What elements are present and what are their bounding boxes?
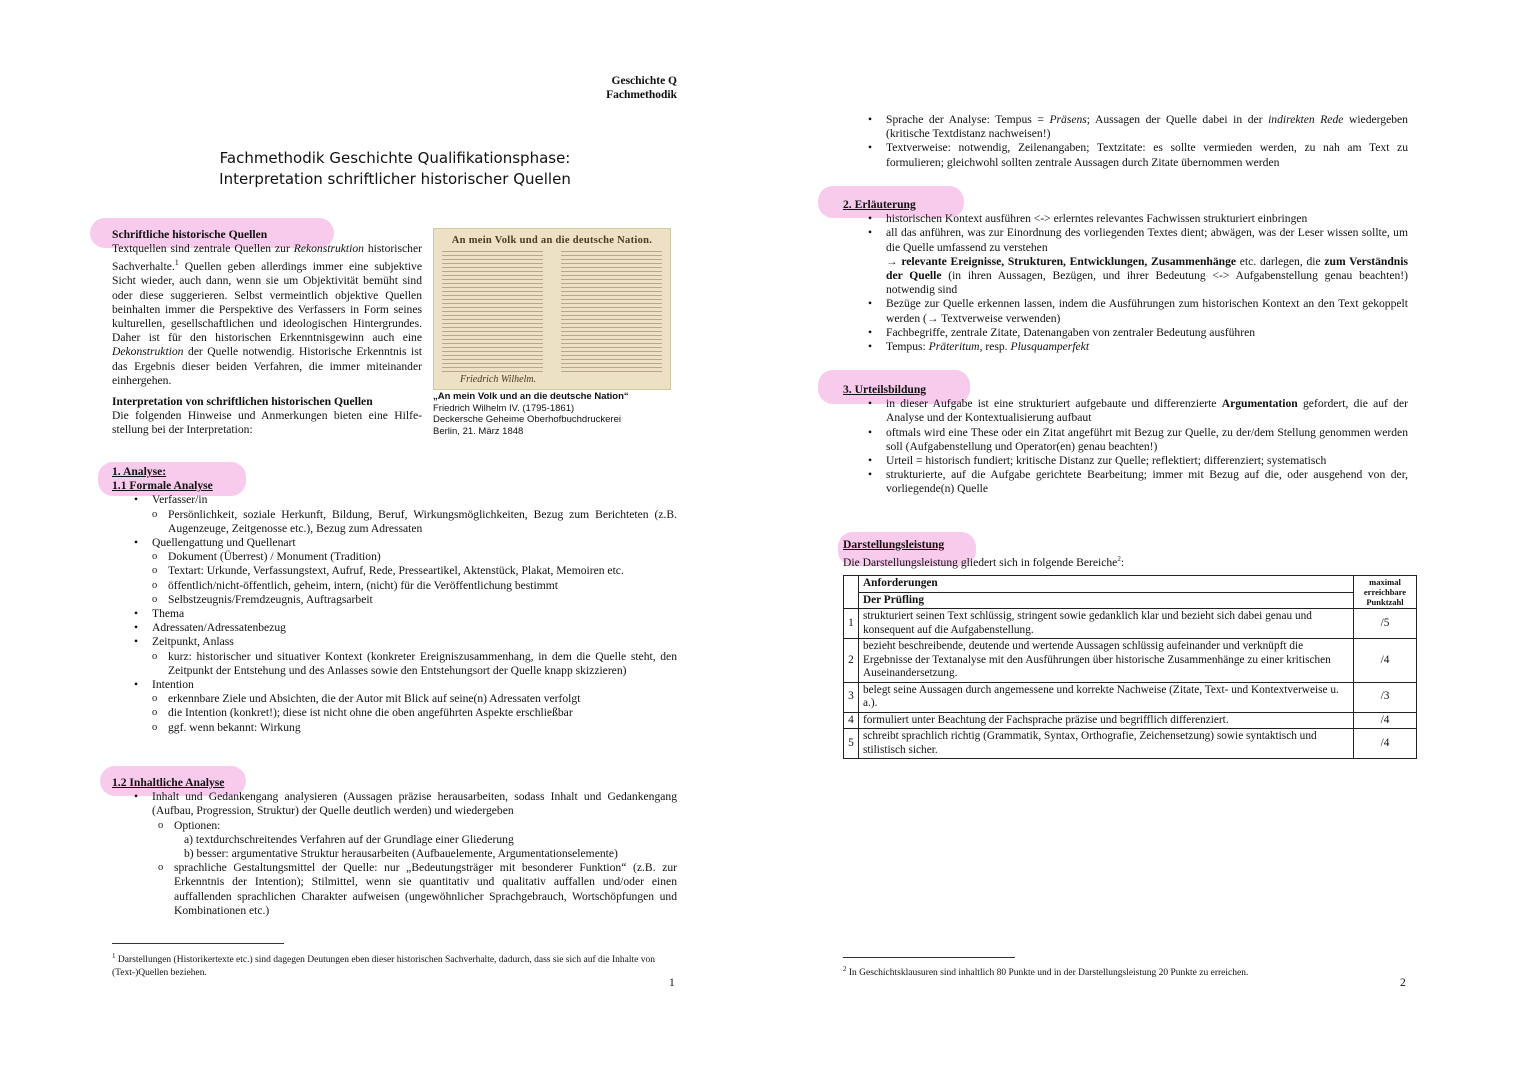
row-points: /4 (1354, 712, 1417, 729)
section-presentation (843, 538, 1408, 570)
list-item: o Selbstzeugnis/Fremdzeugnis, Auftragsarbeit (152, 593, 677, 607)
list-item: o öffentlich/nicht-öffentlich, geheim, intern, (nicht) für die Veröffentlichung bestimmt (152, 579, 677, 593)
table-subheader-row (844, 592, 1417, 609)
title-line-2: Interpretation schriftlicher historischer Quellen (219, 170, 571, 188)
footnote-1: $^1$ Darstellungen (Historikertexte etc.) sind dagegen Deutungen eben dieser historischen Sachverhalte, dadurch, dass sie sich auf die Inhalte von (Text-)Quellen beziehen. (112, 952, 655, 978)
row-number: 2 (844, 639, 859, 683)
table-header-requirements: Anforderungen (859, 576, 1354, 593)
section-heading: 3. Urteilsbildung (843, 383, 927, 396)
judgement-list (866, 397, 1408, 496)
list-item: • in dieser Aufgabe ist eine strukturiert aufgebaute und differenzierte Argumentation gefordert, die auf der Analyse und der Kontextualisierung aufbaut (866, 397, 1408, 425)
footnote-2: $^2$ In Geschichtsklausuren sind inhaltlich 80 Punkte und in der Darstellungsleistung 20 Punkte zu erreichen. (843, 965, 1249, 979)
section-paragraph: Die Darstellungsleistung gliedert sich in folgende Bereiche$^2$: (843, 555, 1125, 570)
footnote-rule (843, 957, 1015, 958)
row-points: /5 (1354, 609, 1417, 639)
page-number: 1 (669, 977, 675, 989)
caption-line: Berlin, 21. März 1848 (433, 425, 524, 437)
subsection-heading: 1.2 Inhaltliche Analyse (112, 776, 225, 789)
list-item: • strukturierte, auf die Aufgabe gerichtete Bearbeitung; immer mit Bezug auf die, oder ausgehend von der, vorliegende(n) Quelle (866, 468, 1408, 496)
analysis-continued-list (866, 113, 1408, 170)
list-item: o die Intention (konkret!); diese ist nicht ohne die oben angeführten Aspekte erschließbar (152, 706, 677, 720)
list-item: • all das anführen, was zur Einordnung des vorliegenden Textes dient; abwägen, was der Leser wissen sollte, um die Quelle umfassend zu verstehen → relevante Ereignisse, Strukturen, Entwicklungen, Zusammenhänge etc. darlegen, die zum Verständnis der Quelle (in ihren Aussagen, Bezügen, und ihrer Bedeutung <-> Aufgabenstellung genau beachten!) notwendig sind (866, 226, 1408, 297)
list-item: • Thema (132, 607, 677, 621)
caption-line: Deckersche Geheime Oberhofbuchdruckerei (433, 414, 621, 425)
section-paragraph: Die folgenden Hinweise und Anmerkungen bieten eine Hilfestellung bei der Interpretation: (112, 409, 422, 437)
list-item: • Sprache der Analyse: Tempus = Präsens; Aussagen der Quelle dabei in der indirekten Rede wiedergeben (kritische Textdistanz nachweisen!) (866, 113, 1408, 141)
row-requirement: bezieht beschreibende, deutende und wertende Aussagen schlüssig aufeinander und verknüpft die Ergebnisse der Textanalyse mit den Ausführungen über historische Zusammenhänge zu einer kritischen Auseinandersetzung. (859, 639, 1354, 683)
row-points: /4 (1354, 729, 1417, 759)
list-item: • Adressaten/Adressatenbezug (132, 621, 677, 635)
list-item: o erkennbare Ziele und Absichten, die der Autor mit Blick auf seine(n) Adressaten verfolgt (152, 692, 677, 706)
table-row (844, 729, 1417, 759)
section-heading: 1. Analyse: (112, 465, 167, 478)
subsection-heading: 1.1 Formale Analyse (112, 479, 213, 493)
analysis-continued (866, 113, 1408, 170)
section-heading: 2. Erläuterung (843, 198, 916, 211)
list-item: • Inhalt und Gedankengang analysieren (Aussagen präzise herausarbeiten, sodass Inhalt und Gedankengang (Aufbau, Progression, Struktur) der Quelle deutlich werden) und wiedergeben (132, 790, 677, 818)
list-item: o kurz: historischer und situativer Kontext (konkreter Ereigniszusammenhang, in dem die Quelle steht, den Zeitpunkt der Entstehung und des Anlasses sowie den Entstehungsort der Quelle knapp skizzieren) (152, 650, 677, 678)
row-number: 5 (844, 729, 859, 759)
table-row (844, 639, 1417, 683)
poster-headline: An mein Volk und an die deutsche Nation. (451, 235, 653, 246)
table-subheader: Der Prüfling (859, 592, 1354, 609)
list-item: • Zeitpunkt, Anlass o kurz: historischer und situativer Kontext (konkreter Ereigniszusammenhang, in dem die Quelle steht, den Zeitpunkt der Entstehung und des Anlasses sowie den Entstehungsort der Quelle knapp skizzieren) (132, 635, 677, 678)
section-heading: Schriftliche historische Quellen (112, 228, 268, 241)
table-header-row (844, 576, 1417, 593)
section-explanation (843, 198, 1408, 354)
option-b: b) besser: argumentative Struktur herausarbeiten (Aufbauelemente, Argumentationselemente) (184, 847, 618, 861)
poster-signature: Friedrich Wilhelm. (460, 374, 537, 385)
row-requirement: belegt seine Aussagen durch angemessene und korrekte Nachweise (Zitate, Text- und Kontextverweise u. a.). (859, 682, 1354, 712)
title-line-1: Fachmethodik Geschichte Qualifikationsphase: (219, 149, 571, 167)
section-paragraph: Textquellen sind zentrale Quellen zur Rekonstruktion historischer Sachverhalte.$^1$ Quellen geben allerdings immer eine subjektive Sicht wieder, auch dann, wenn sie um Objektivität bemüht sind oder diese suggerieren. Selbst vermeintlich objektive Quellen beinhalten immer die Perspektive des Verfassers in Form seines kulturellen, gesellschaftlichen und ideologischen Hintergrundes. Daher ist für den historischen Erkenntnisgewinn auch eine Dekonstruktion der Quelle notwendig. Historische Erkenntnis ist das Ergebnis dieser beiden Verfahren, die immer miteinander einhergehen. (112, 242, 422, 387)
header-topic: Fachmethodik (606, 89, 677, 101)
row-points: /4 (1354, 639, 1417, 683)
row-requirement: strukturiert seinen Text schlüssig, stringent sowie gedanklich klar und bezieht sich dabei genau und konsequent auf die Aufgabenstellung. (859, 609, 1354, 639)
list-item: o Optionen: a) textdurchschreitendes Verfahren auf der Grundlage einer Gliederung b) besser: argumentative Struktur herausarbeiten (Aufbauelemente, Argumentationselemente) (158, 819, 677, 862)
caption-title: „An mein Volk und an die deutsche Nation“ (433, 391, 629, 402)
explanation-list (866, 212, 1408, 354)
row-requirement: schreibt sprachlich richtig (Grammatik, Syntax, Orthografie, Zeichensetzung) sowie syntaktisch und stilistisch sicher. (859, 729, 1354, 759)
list-item: o Persönlichkeit, soziale Herkunft, Bildung, Beruf, Wirkungsmöglichkeiten, Bezug zum Berichteten (z.B. Augenzeuge, Zeitgenosse etc.), Bezug zum Adressaten (152, 508, 677, 536)
list-item: • Quellengattung und Quellenart o Dokument (Überrest) / Monument (Tradition) o Textart: Urkunde, Verfassungstext, Aufruf, Rede, Presseartikel, Aktenstück, Plakat, Memoiren etc. o öffentlich/nicht-öffentlich, geheim, intern, (nicht) für die Veröffentlichung bestimmt o Selbstzeugnis/Fremdzeugnis, Auftragsarbeit (132, 536, 677, 607)
section-heading: Interpretation von schriftlichen historischen Quellen (112, 395, 373, 408)
list-item: • historischen Kontext ausführen <-> erlerntes relevantes Fachwissen strukturiert einbringen (866, 212, 1408, 226)
list-item: o Dokument (Überrest) / Monument (Tradition) (152, 550, 677, 564)
list-item: o Textart: Urkunde, Verfassungstext, Aufruf, Rede, Presseartikel, Aktenstück, Plakat, Memoiren etc. (152, 564, 677, 578)
row-number: 3 (844, 682, 859, 712)
list-item: • Bezüge zur Quelle erkennen lassen, indem die Ausführungen zum historischen Kontext an den Text gekoppelt werden (→ Textverweise verwenden) (866, 297, 1408, 325)
caption-line: Friedrich Wilhelm IV. (1795-1861) (433, 402, 575, 414)
section-heading: Darstellungsleistung (843, 538, 945, 551)
list-item: • Fachbegriffe, zentrale Zitate, Datenangaben von zentraler Bedeutung ausführen (866, 326, 1408, 340)
header-subject: Geschichte Q (611, 75, 677, 87)
list-item: • Textverweise: notwendig, Zeilenangaben; Textzitate: es sollte vermieden werden, zu nah am Text zu formulieren; gleichwohl sollten zentrale Aussagen durch Zitate übernommen werden (866, 141, 1408, 169)
table-row (844, 609, 1417, 639)
table-cell (844, 576, 859, 609)
row-number: 4 (844, 712, 859, 729)
list-item: • oftmals wird eine These oder ein Zitat angeführt mit Bezug zur Quelle, zu der/dem Stellung genommen werden soll (Aufgabenstellung und Operator(en) genau beachten!) (866, 426, 1408, 454)
list-item: o sprachliche Gestaltungsmittel der Quelle: nur „Bedeutungsträger mit besonderer Funktion“ (z.B. zur Erkenntnis der Intention); Stilmittel, wenn sie quantitativ und qualitativ auffallen und/oder einen auffallenden sprachlichen Charakter aufweisen (ungewöhnlicher Sprachgebrauch, Wortschöpfungen und Kombinationen etc.) (158, 861, 677, 918)
list-item: • Urteil = historisch fundiert; kritische Distanz zur Quelle; reflektiert; differenziert; systematisch (866, 454, 1408, 468)
list-item: • Intention o erkennbare Ziele und Absichten, die der Autor mit Blick auf seine(n) Adressaten verfolgt o die Intention (konkret!); diese ist nicht ohne die oben angeführten Aspekte erschließbar o ggf. wenn bekannt: Wirkung (132, 678, 677, 735)
row-number: 1 (844, 609, 859, 639)
table-header-points: maximal erreichbare Punktzahl (1354, 576, 1417, 609)
row-points: /3 (1354, 682, 1417, 712)
section-judgement (843, 383, 1408, 497)
criteria-table (843, 575, 1417, 759)
option-a: a) textdurchschreitendes Verfahren auf der Grundlage einer Gliederung (184, 832, 514, 846)
list-item: • Verfasser/in o Persönlichkeit, soziale Herkunft, Bildung, Beruf, Wirkungsmöglichkeiten, Bezug zum Berichteten (z.B. Augenzeuge, Zeitgenosse etc.), Bezug zum Adressaten (132, 493, 677, 536)
list-item: • Tempus: Präteritum, resp. Plusquamperfekt (866, 340, 1408, 354)
table-row (844, 712, 1417, 729)
table-row (844, 682, 1417, 712)
list-item: o ggf. wenn bekannt: Wirkung (152, 721, 677, 735)
row-requirement: formuliert unter Beachtung der Fachsprache präzise und begrifflich differenziert. (859, 712, 1354, 729)
page-number: 2 (1400, 977, 1406, 989)
